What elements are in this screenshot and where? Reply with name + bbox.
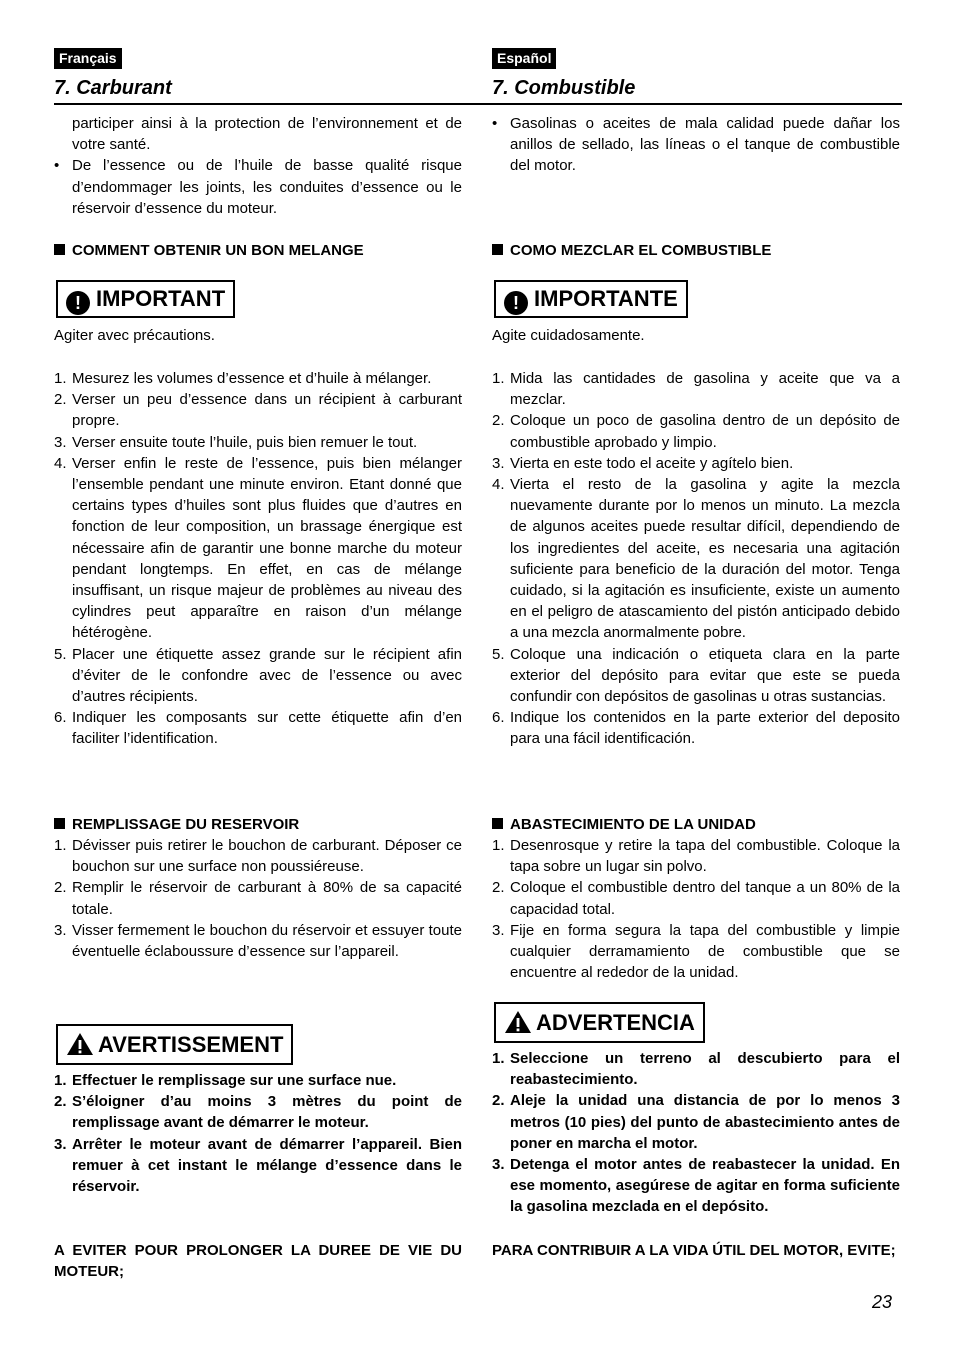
item-text: Arrêter le moteur avant de démarrer l’appareil. Bien remuer à cet instant le mélange d’essence dans le réservoir. xyxy=(72,1135,462,1196)
item-number: 6. xyxy=(54,709,67,727)
bullet-text: Gasolinas o aceites de mala calidad puede dañar los anillos de sellado, las líneas o el tanque de combustible del motor. xyxy=(510,115,900,175)
fill-steps-list xyxy=(492,835,900,983)
list-item xyxy=(492,1048,900,1090)
item-number: 3. xyxy=(54,1135,67,1153)
list-item xyxy=(492,920,900,984)
square-bullet-icon xyxy=(54,818,65,829)
list-item xyxy=(54,877,462,919)
intro-continuation: participer ainsi à la protection de l’environnement et de votre santé. xyxy=(72,115,462,154)
final-note: PARA CONTRIBUIR A LA VIDA ÚTIL DEL MOTOR, EVITE; xyxy=(492,1242,896,1259)
important-notice: ! IMPORTANT xyxy=(56,280,235,318)
item-number: 5. xyxy=(54,645,67,663)
list-item xyxy=(54,1134,462,1198)
list-item xyxy=(492,1154,900,1218)
important-text: Agiter avec précautions. xyxy=(54,327,215,344)
list-item xyxy=(54,707,462,749)
list-item xyxy=(492,877,900,919)
item-text: Verser ensuite toute l’huile, puis bien remuer le tout. xyxy=(72,433,418,451)
item-text: Vierta el resto de la gasolina y agite la mezcla nuevamente durante por lo menos un minuto. La mezcla de algunos aceites puede resultar difícil, dependiendo de los ingredientes del aceite, es necesaria una agitación suficiente para beneficio de la duración del motor. Tenga cuidado, si la agitación es insuficiente, existe un aumento en el peligro de atascamiento del pistón anticipado debido a una mezcla anormalmente pobre. xyxy=(510,476,900,642)
exclamation-icon: ! xyxy=(66,291,90,315)
list-item xyxy=(54,835,462,877)
list-item xyxy=(54,920,462,962)
square-bullet-icon xyxy=(54,244,65,255)
item-text: Coloque una indicación o etiqueta clara en la parte exterior del depósito para evitar que este se pueda confundir con depósitos de gasolinas u otras sustancias. xyxy=(510,645,900,706)
item-number: 3. xyxy=(492,454,505,472)
language-tag: Français xyxy=(54,48,122,69)
item-text: Mida las cantidades de gasolina y aceite que va a mezclar. xyxy=(510,370,900,409)
item-number: 1. xyxy=(492,837,505,854)
list-item: • Gasolinas o aceites de mala calidad puede dañar los anillos de sellado, las líneas o el tanque de combustible del motor. xyxy=(492,115,900,175)
item-text: Placer une étiquette assez grande sur le récipient afin d’éviter de le confondre avec de l’essence ou avec d’autres récipients. xyxy=(72,645,462,706)
intro-text xyxy=(492,113,900,177)
item-text: Effectuer le remplissage sur une surface nue. xyxy=(72,1072,397,1089)
list-item xyxy=(54,368,462,389)
item-number: 1. xyxy=(492,1050,505,1067)
fill-steps-list xyxy=(54,835,462,962)
item-text: Detenga el motor antes de reabastecer la unidad. En ese momento, asegúrese de agitar en forma suficiente la gasolina mezclada en el depósito. xyxy=(510,1156,900,1216)
list-item xyxy=(492,644,900,708)
list-item xyxy=(54,644,462,708)
subsection-heading: REMPLISSAGE DU RESERVOIR xyxy=(54,814,299,835)
item-number: 4. xyxy=(492,476,505,494)
item-number: 5. xyxy=(492,645,505,663)
warning-steps-list xyxy=(54,1070,462,1197)
exclamation-icon: ! xyxy=(504,291,528,315)
final-note: A EVITER POUR PROLONGER LA DUREE DE VIE DU MOTEUR; xyxy=(54,1242,462,1281)
list-item xyxy=(492,707,900,749)
list-item xyxy=(54,1091,462,1133)
list-item xyxy=(492,474,900,644)
item-text: Aleje la unidad una distancia de por lo menos 3 metros (10 pies) del punto de abastecimiento antes de poner en marcha el motor. xyxy=(510,1092,900,1152)
list-item xyxy=(492,453,900,474)
warning-steps-list xyxy=(492,1048,900,1218)
item-text: S’éloigner d’au moins 3 mètres du point de remplissage avant de démarrer le moteur. xyxy=(72,1093,462,1132)
section-title: 7. Carburant xyxy=(54,77,172,99)
item-text: Desenrosque y retire la tapa del combustible. Coloque la tapa sobre un lugar sin polvo. xyxy=(510,837,900,876)
header-rule xyxy=(54,103,902,105)
section-title: 7. Combustible xyxy=(492,77,636,99)
page-number: 23 xyxy=(872,1292,893,1312)
warning-notice: ADVERTENCIA xyxy=(494,1002,705,1043)
item-text: Vierta en este todo el aceite y agítelo bien. xyxy=(510,454,794,472)
list-item: • De l’essence ou de l’huile de basse qualité risque d’endommager les joints, les conduites d’essence ou le réservoir d’essence du moteur. xyxy=(54,157,462,217)
warning-notice: AVERTISSEMENT xyxy=(56,1024,293,1065)
item-text: Remplir le réservoir de carburant à 80% de sa capacité totale. xyxy=(72,879,462,918)
item-number: 2. xyxy=(492,1092,505,1110)
item-text: Indiquer les composants sur cette étiquette afin d’en faciliter l’identification. xyxy=(72,709,462,748)
item-number: 1. xyxy=(54,370,67,387)
item-number: 3. xyxy=(54,433,67,451)
item-number: 2. xyxy=(492,879,505,897)
item-number: 1. xyxy=(54,1072,67,1089)
warning-triangle-icon xyxy=(504,1010,532,1034)
list-item xyxy=(54,432,462,453)
item-text: Seleccione un terreno al descubierto para el reabastecimiento. xyxy=(510,1050,900,1089)
list-item xyxy=(492,835,900,877)
subsection-heading: COMO MEZCLAR EL COMBUSTIBLE xyxy=(492,240,771,261)
item-number: 2. xyxy=(54,879,67,897)
language-tag: Español xyxy=(492,48,556,69)
list-item xyxy=(492,368,900,410)
item-text: Verser enfin le reste de l’essence, puis bien mélanger l’ensemble pendant une minute environ. Etant donné que certains types d’huiles sont plus fluides que d’autres en fonction de leur composition, un brassage énergique est nécessaire afin de garantir une bonne marche du moteur pendant longtemps. En effet, en cas de mélange insuffisant, un risque majeur de problèmes au niveau des cylindres peut apparaître en raison d’un mélange hétérogène. xyxy=(72,454,462,642)
mix-steps-list xyxy=(54,368,462,750)
important-notice: ! IMPORTANTE xyxy=(494,280,688,318)
intro-text xyxy=(54,113,462,219)
item-number: 2. xyxy=(54,391,67,409)
list-item xyxy=(54,389,462,431)
item-number: 1. xyxy=(54,837,67,854)
bullet-text: De l’essence ou de l’huile de basse qualité risque d’endommager les joints, les conduites d’essence ou le réservoir d’essence du moteur. xyxy=(72,157,462,217)
item-text: Mesurez les volumes d’essence et d’huile à mélanger. xyxy=(72,370,432,387)
item-text: Fije en forma segura la tapa del combustible y limpie cualquier derramamiento de combustible que se encuentre al rededor de la unidad. xyxy=(510,921,900,982)
square-bullet-icon xyxy=(492,818,503,829)
item-number: 2. xyxy=(492,412,505,430)
list-item xyxy=(54,1070,462,1091)
item-number: 6. xyxy=(492,709,505,727)
square-bullet-icon xyxy=(492,244,503,255)
important-text: Agite cuidadosamente. xyxy=(492,327,645,344)
item-text: Coloque el combustible dentro del tanque a un 80% de la capacidad total. xyxy=(510,879,900,918)
list-item xyxy=(492,1090,900,1154)
list-item xyxy=(492,410,900,452)
subsection-heading: COMMENT OBTENIR UN BON MELANGE xyxy=(54,240,364,261)
subsection-heading: ABASTECIMIENTO DE LA UNIDAD xyxy=(492,814,756,835)
item-text: Indique los contenidos en la parte exterior del deposito para una fácil identificación. xyxy=(510,709,900,748)
item-text: Verser un peu d’essence dans un récipient à carburant propre. xyxy=(72,391,462,430)
item-number: 3. xyxy=(492,1156,505,1174)
item-text: Visser fermement le bouchon du réservoir et essuyer toute éventuelle éclaboussure d’essence sur l’appareil. xyxy=(72,921,462,961)
item-number: 3. xyxy=(492,921,505,939)
item-text: Dévisser puis retirer le bouchon de carburant. Déposer ce bouchon sur une surface non poussiéreuse. xyxy=(72,837,462,876)
item-number: 1. xyxy=(492,370,505,387)
item-number: 2. xyxy=(54,1093,67,1111)
warning-triangle-icon xyxy=(66,1032,94,1056)
item-number: 4. xyxy=(54,454,67,472)
item-number: 3. xyxy=(54,921,67,939)
list-item xyxy=(54,453,462,644)
mix-steps-list xyxy=(492,368,900,750)
item-text: Coloque un poco de gasolina dentro de un depósito de combustible aprobado y limpio. xyxy=(510,412,900,451)
